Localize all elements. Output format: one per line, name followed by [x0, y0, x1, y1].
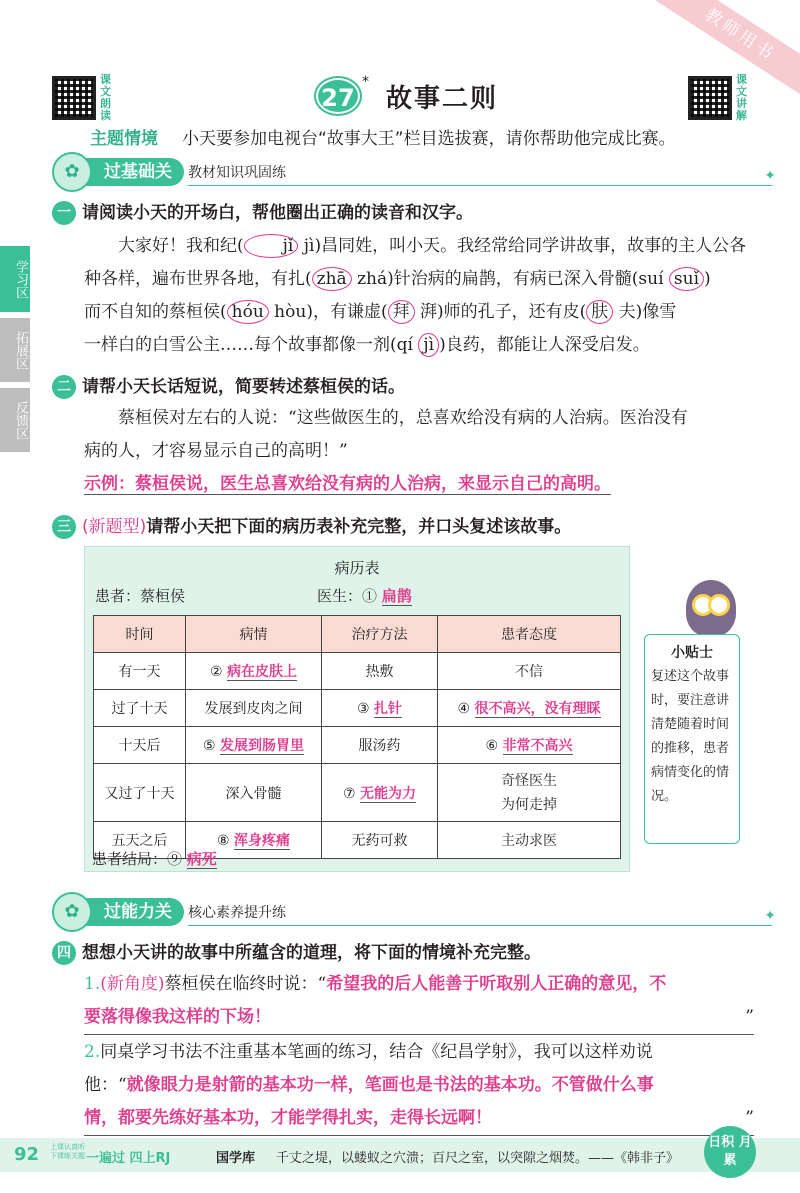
text: )昌同姓，叫小天。我经常给同学讲故事，故事的主人公各	[314, 236, 747, 256]
side-tab-extend[interactable]: 拓展区	[0, 318, 30, 382]
page-number: 92	[14, 1144, 40, 1165]
circled-pinyin[interactable]: zhā	[312, 267, 352, 291]
circled-pinyin[interactable]: suǐ	[669, 267, 704, 291]
q1-line-1	[84, 230, 754, 263]
item-answer: 情，都要先练好基本功，才能学得扎实，走得长远啊！	[84, 1108, 492, 1128]
blank-number: ④	[457, 701, 471, 717]
question-4	[52, 938, 541, 965]
tip-text: 复述这个故事时，要注意讲清楚随着时间的推移，患者病情变化的情况。	[651, 669, 730, 804]
item-text: 蔡桓侯在临终时说：“	[164, 974, 327, 994]
answer-text: 无能为力	[360, 785, 416, 802]
cell-attitude: 主动求医	[438, 822, 621, 859]
cell-condition[interactable]	[186, 727, 322, 764]
item-answer[interactable]: 希望我的后人能善于听取别人正确的意见，不	[326, 974, 667, 994]
question-1	[52, 198, 473, 225]
outcome-answer[interactable]: 病死	[186, 850, 217, 868]
section-band-basic	[52, 158, 776, 186]
blank-number: ⑦	[342, 785, 356, 802]
footer-badge: 日积 月累	[704, 1126, 756, 1178]
circled-pinyin[interactable]: jǐ	[244, 234, 299, 258]
table-header-row	[94, 616, 621, 653]
record-title: 病历表	[334, 559, 380, 577]
q4-item-1-line-1	[84, 968, 754, 1001]
patient-label: 患者：蔡桓侯	[95, 587, 186, 605]
item-text: 同桌学习书法不注重基本笔画的练习，结合《纪昌学射》，我可以这样劝说	[100, 1042, 653, 1062]
text: )师的孔子，还有皮(	[437, 302, 587, 322]
text: 而不自知的蔡桓侯(	[84, 302, 227, 322]
q2-quote	[84, 402, 754, 468]
question-tag: (新题型)	[82, 517, 147, 537]
band-line	[188, 185, 772, 186]
blank-number: ③	[356, 701, 370, 717]
attitude-line-1: 奇怪医生	[501, 772, 557, 789]
star-icon: ✦	[764, 908, 776, 924]
question-number: 三	[52, 515, 76, 539]
pinyin-option[interactable]: jì	[298, 236, 315, 256]
q4-item-2-line-2	[84, 1069, 754, 1102]
lesson-mark: *	[362, 74, 369, 90]
cell-attitude: 不信	[438, 653, 621, 690]
table-row	[94, 690, 621, 727]
cell-time: 有一天	[94, 653, 186, 690]
footer-slogan: 上课认真听 下课练关题	[50, 1143, 85, 1160]
band-line	[188, 925, 772, 926]
record-table	[93, 615, 621, 859]
question-number: 四	[52, 941, 76, 965]
text: 种各样，遍布世界各地，有扎(	[84, 269, 312, 289]
item-answer[interactable]: 就像眼力是射箭的基本功一样，笔画也是书法的基本功。不管做什么事	[126, 1075, 654, 1095]
question-prompt: 请阅读小天的开场白，帮他圈出正确的读音和汉字。	[82, 203, 473, 223]
item-tag: (新角度)	[100, 974, 165, 994]
answer-text: 浑身疼痛	[234, 833, 290, 849]
cell-attitude[interactable]	[438, 727, 621, 764]
footer-brand: 一遍过 四上RJ	[86, 1151, 171, 1166]
header-attitude: 患者态度	[438, 616, 621, 653]
cell-attitude	[438, 764, 621, 822]
pinyin-option[interactable]: suí	[638, 269, 669, 289]
cell-time: 十天后	[94, 727, 186, 764]
tip-box	[644, 634, 740, 844]
q2-answer: 示例：蔡桓侯说，医生总喜欢给没有病的人治病，来显示自己的高明。	[84, 474, 611, 494]
char-option[interactable]: 湃	[420, 302, 437, 322]
q4-item-1	[84, 968, 754, 1035]
qr-right-label: 课文讲解	[736, 73, 747, 122]
cell-condition: 发展到皮肉之间	[186, 690, 322, 727]
page-footer	[0, 1135, 800, 1172]
pinyin-option[interactable]: zhá	[351, 269, 388, 289]
blank-number: ⑧	[216, 833, 230, 849]
cell-treatment[interactable]	[322, 690, 438, 727]
pinyin-option[interactable]: qí	[396, 335, 419, 355]
case-record	[84, 546, 630, 872]
item-number: 2.	[84, 1042, 101, 1062]
table-row	[94, 764, 621, 822]
outcome-row	[92, 848, 217, 869]
side-tab-feedback[interactable]: 反馈区	[0, 388, 30, 452]
band-title: 过能力关	[74, 898, 184, 926]
footer-key: 国学库	[216, 1151, 256, 1166]
circled-char[interactable]: 拜	[388, 300, 415, 324]
outcome-label: 患者结局：⑨	[92, 850, 183, 868]
blank-number: ②	[209, 664, 223, 680]
answer-text: 非常不高兴	[502, 738, 573, 754]
header-time: 时间	[94, 616, 186, 653]
q4-item-2	[84, 1036, 754, 1136]
item-answer: 要落得像我这样的下场！	[84, 1007, 271, 1027]
cell-time: 五天之后	[94, 822, 186, 859]
cell-time: 又过了十天	[94, 764, 186, 822]
question-2	[52, 372, 405, 399]
mascot-icon: ✿	[52, 892, 92, 932]
text: 一样白的白雪公主……每个故事都像一剂(	[84, 335, 397, 355]
circled-char[interactable]: 肤	[586, 300, 613, 324]
answer-text: 病在皮肤上	[227, 664, 297, 680]
pinyin-option[interactable]: hòu	[268, 302, 307, 322]
answer-text: 发展到肠胃里	[220, 738, 304, 754]
attitude-line-2: 为何走掉	[501, 796, 557, 813]
cell-treatment: 热敷	[322, 653, 438, 690]
header-condition: 病情	[186, 616, 322, 653]
question-number: 二	[52, 375, 76, 399]
doctor-answer[interactable]: 扁鹊	[381, 587, 412, 605]
q1-line-3	[84, 296, 754, 329]
cell-treatment[interactable]	[322, 764, 438, 822]
q2-quote-line-1: 蔡桓侯对左右的人说：“这些做医生的，总喜欢给没有病的人治病。医治没有	[118, 408, 688, 428]
header-treatment: 治疗方法	[322, 616, 438, 653]
q4-item-2-line-3[interactable]	[84, 1102, 754, 1136]
tip-title: 小贴士	[671, 645, 713, 661]
text: )	[704, 269, 711, 289]
item-number: 1.	[84, 974, 101, 994]
band-subtitle: 教材知识巩固练	[188, 165, 286, 181]
answer-text: 扎针	[374, 701, 402, 717]
doctor-row	[317, 585, 412, 606]
cell-condition: 深入骨髓	[186, 764, 322, 822]
text: 大家好！我和纪(	[118, 236, 244, 256]
band-subtitle: 核心素养提升练	[188, 905, 286, 921]
lesson-number: 27	[316, 78, 360, 114]
footer-quote: 千丈之堤，以蝼蚁之穴溃；百尺之室，以突隙之烟焚。——《韩非子》	[276, 1151, 680, 1166]
theme-label: 主题情境	[90, 129, 158, 149]
text: )良药，都能让人深受启发。	[439, 335, 650, 355]
q1-passage	[84, 230, 754, 362]
char-option[interactable]: 夫	[618, 302, 636, 322]
cell-condition[interactable]	[186, 653, 322, 690]
question-3	[52, 512, 571, 539]
close-quote: ”	[745, 1108, 754, 1128]
q2-quote-line-2: 病的人，才容易显示自己的高明！”	[84, 441, 348, 461]
question-prompt: 请帮小天长话短说，简要转述蔡桓侯的话。	[82, 377, 405, 397]
close-quote: ”	[745, 1007, 754, 1027]
cell-treatment: 无药可救	[322, 822, 438, 859]
cell-time: 过了十天	[94, 690, 186, 727]
circled-pinyin[interactable]: hóu	[227, 300, 269, 324]
table-row	[94, 727, 621, 764]
q1-line-4	[84, 329, 754, 362]
doctor-label: 医生：①	[317, 587, 378, 605]
blank-number: ⑤	[202, 738, 216, 754]
circled-pinyin[interactable]: jì	[418, 333, 439, 357]
cell-treatment: 服汤药	[322, 727, 438, 764]
theme-text: 小天要参加电视台“故事大王”栏目选拔赛，请你帮助他完成比赛。	[182, 129, 676, 149]
q1-line-2	[84, 263, 754, 296]
qr-left-label: 课文朗读	[100, 73, 111, 122]
section-band-ability	[52, 898, 776, 926]
answer-text: 很不高兴，没有理睬	[474, 701, 601, 717]
theme-row	[90, 124, 676, 149]
cell-attitude[interactable]	[438, 690, 621, 727]
star-icon: ✦	[764, 168, 776, 184]
side-tab-study[interactable]: 学习区	[0, 246, 30, 312]
q4-item-2-line-1	[84, 1036, 754, 1069]
qr-code-reading[interactable]	[52, 76, 96, 120]
blank-number: ⑥	[485, 738, 499, 754]
teacher-edition-ribbon: 教师用书	[647, 0, 800, 104]
text: )，有谦虚(	[306, 302, 388, 322]
mascot-icon: ✿	[52, 152, 92, 192]
question-prompt: 想想小天讲的故事中所蕴含的道理，将下面的情境补充完整。	[82, 943, 541, 963]
item-lead: 他：“	[84, 1075, 127, 1095]
text: )像雪	[635, 302, 677, 322]
owl-mascot-icon	[686, 580, 736, 636]
q2-answer-line[interactable]	[84, 468, 754, 501]
question-prompt: 请帮小天把下面的病历表补充完整，并口头复述该故事。	[146, 517, 572, 537]
q4-item-1-line-2[interactable]	[84, 1001, 754, 1035]
text: )针治病的扁鹊，有病已深入骨髓(	[387, 269, 639, 289]
band-title: 过基础关	[74, 158, 184, 186]
table-row	[94, 653, 621, 690]
question-number: 一	[52, 201, 76, 225]
lesson-title: 故事二则	[386, 84, 499, 114]
qr-code-explain[interactable]	[688, 76, 732, 120]
